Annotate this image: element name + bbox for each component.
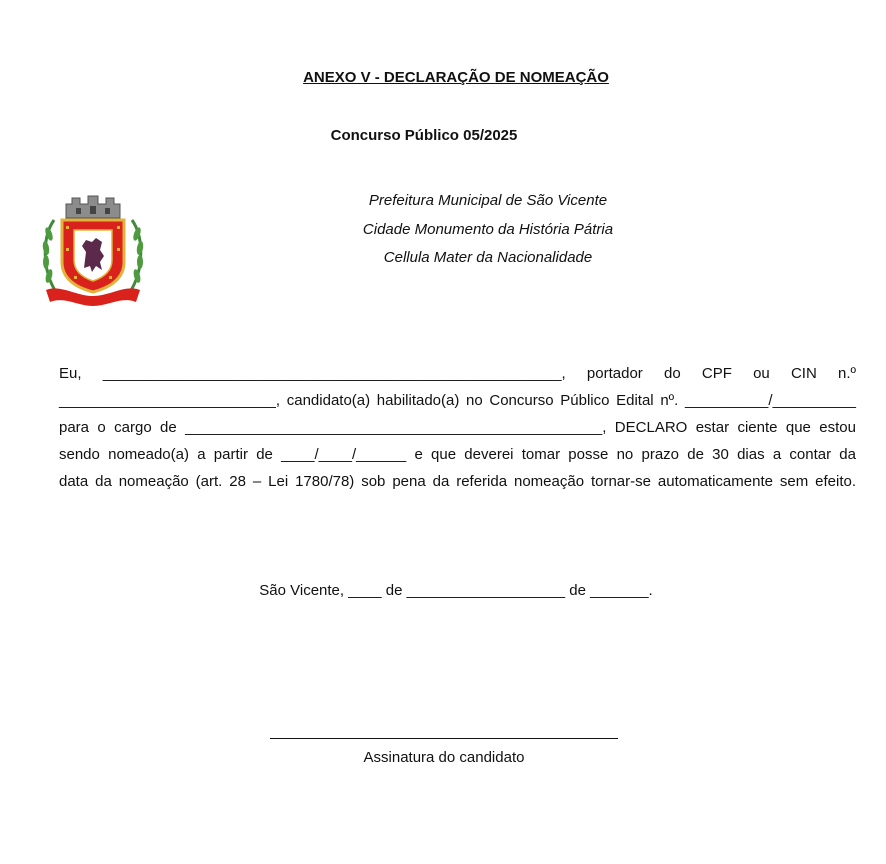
signature-line <box>270 738 618 739</box>
document-title: ANEXO V - DECLARAÇÃO DE NOMEAÇÃO <box>303 69 609 86</box>
institution-slogan-1: Cidade Monumento da História Pátria <box>362 221 614 238</box>
declaration-line-2: __________________________, candidato(a) habilitado(a) no Concurso Público Edital nº. __________/__________ <box>59 392 856 409</box>
coat-of-arms-icon <box>40 192 146 306</box>
institution-name: Prefeitura Municipal de São Vicente <box>368 192 608 209</box>
place-and-date: São Vicente, ____ de ___________________ de _______. <box>259 582 653 599</box>
declaration-line-5: data da nomeação (art. 28 – Lei 1780/78) sob pena da referida nomeação tornar-se automaticamente sem efeito. <box>59 473 856 490</box>
institution-slogan-2: Cellula Mater da Nacionalidade <box>383 249 593 266</box>
declaration-line-3: para o cargo de __________________________________________________, DECLARO estar ciente que estou <box>59 419 856 436</box>
contest-subtitle: Concurso Público 05/2025 <box>330 127 518 144</box>
declaration-line-1: Eu, _______________________________________________________, portador do CPF ou CIN n.º <box>59 365 856 382</box>
declaration-line-4: sendo nomeado(a) a partir de ____/____/______ e que deverei tomar posse no prazo de 30 dias a contar da <box>59 446 856 463</box>
declaration-paragraph <box>59 360 856 495</box>
signature-label: Assinatura do candidato <box>363 749 525 766</box>
